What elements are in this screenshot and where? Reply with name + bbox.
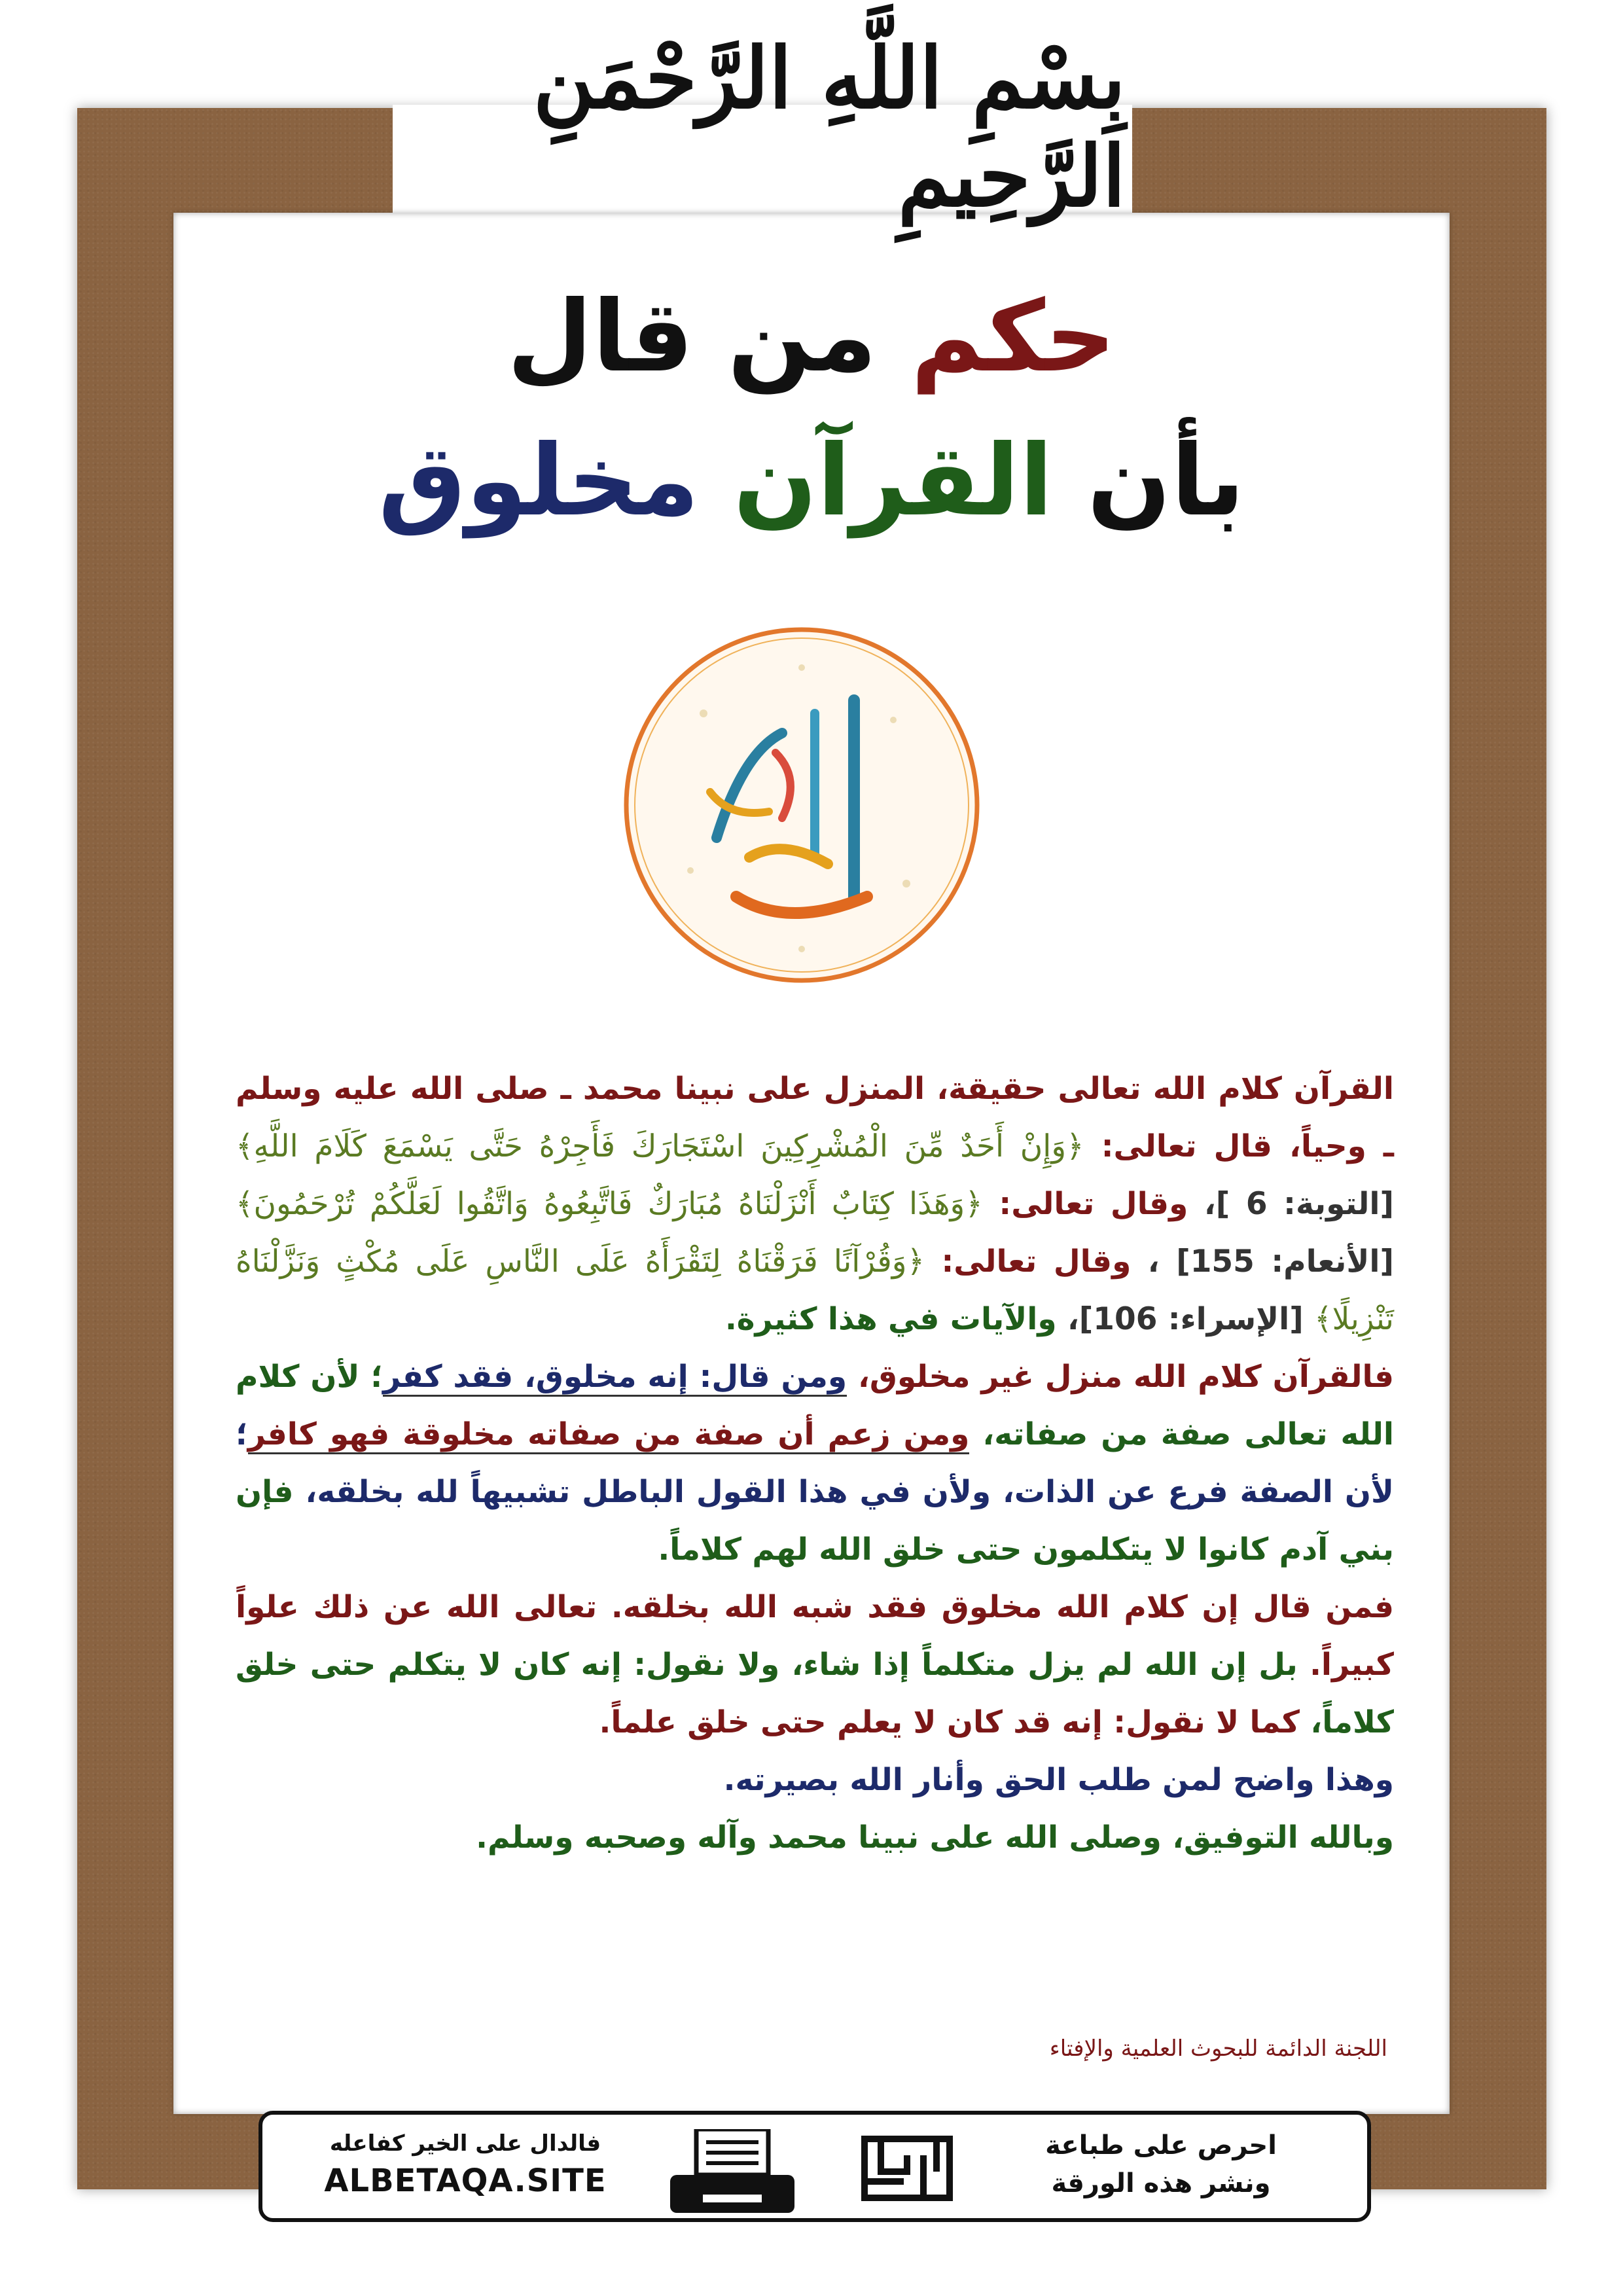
title-word-created: مخلوق (378, 424, 700, 538)
title-word-ruling: حكم (911, 280, 1116, 394)
paragraph-4: وهذا واضح لمن طلب الحق وأنار الله بصيرته. (723, 1762, 1394, 1798)
footer-website[interactable]: ALBETAQA.SITE (324, 2162, 607, 2199)
footer-print-note (1017, 2126, 1305, 2202)
p2-d: ومن زعم أن صفة من صفاته مخلوقة فهو كافر (248, 1416, 970, 1454)
p3-b: بل إن الله لم يزل متكلماً إذا شاء، ولا نقول: إنه كان لا يتكلم حتى خلق كلاماً، (236, 1647, 1394, 1740)
body-text (236, 1060, 1394, 1867)
footer-print-line-2: ونشر هذه الورقة (1051, 2168, 1271, 2198)
p3-c: كما لا نقول: إنه قد كان لا يعلم حتى خلق علماً. (599, 1704, 1300, 1740)
p1-conclusion: والآيات في هذا كثيرة. (724, 1301, 1057, 1337)
footer-proverb: فالدال على الخير كفاعله (329, 2130, 601, 2157)
footer-site (312, 2126, 619, 2201)
source-attribution: اللجنة الدائمة للبحوث العلمية والإفتاء (1049, 2036, 1387, 2062)
dawah-logo (842, 2123, 972, 2214)
p2-f: فإن بني آدم كانوا لا يتكلمون حتى خلق الله لهم كلاماً. (236, 1474, 1394, 1568)
p2-b: ومن قال: إنه مخلوق، فقد كفر (383, 1359, 847, 1397)
verse-tawbah: ﴿وَإِنْ أَحَدٌ مِّنَ الْمُشْرِكِينَ اسْتَجَارَكَ فَأَجِرْهُ حَتَّى يَسْمَعَ كَلَامَ اللَّهِ﴾ (236, 1128, 1084, 1164)
p1-said-3: وقال تعالى: (924, 1244, 1132, 1280)
paragraph-1 (236, 1060, 1394, 1348)
title-word-who-said: من قال (507, 280, 877, 394)
p2-e: ؛ لأن الصفة فرع عن الذات، ولأن في هذا القول الباطل تشبيهاً لله بخلقه، (236, 1416, 1394, 1510)
paragraph-5: وبالله التوفيق، وصلى الله على نبينا محمد وآله وصحبه وسلم. (476, 1820, 1394, 1856)
title-word-quran: القرآن (733, 424, 1054, 538)
basmala-calligraphy: بِسْمِ اللَّهِ الرَّحْمَنِ الرَّحِيمِ (533, 29, 1126, 226)
title-line-1 (229, 280, 1394, 394)
ref-tawbah: [التوبة: 6 ]، (1188, 1186, 1395, 1222)
ref-anam: [الأنعام: 155] ، (1131, 1244, 1394, 1280)
verse-anam: ﴿وَهَذَا كِتَابٌ أَنْزَلْنَاهُ مُبَارَكٌ فَاتَّبِعُوهُ وَاتَّقُوا لَعَلَّكُمْ تُرْحَمُونَ﴾ (236, 1186, 983, 1222)
ref-isra: [الإسراء: 106]، (1056, 1301, 1315, 1337)
footer-bar (259, 2111, 1371, 2222)
printer-icon (667, 2129, 798, 2214)
quran-emblem-icon (618, 622, 985, 988)
dawah-logo-icon (858, 2126, 956, 2211)
p1-intro: القرآن كلام الله تعالى حقيقة، المنزل على نبينا محمد ـ صلى الله عليه وسلم ـ وحياً، قال تعالى: (236, 1071, 1394, 1164)
p1-said-2: وقال تعالى: (982, 1186, 1188, 1222)
verse-isra: ﴿وَقُرْآنًا فَرَقْنَاهُ لِتَقْرَأَهُ عَلَى النَّاسِ عَلَى مُكْثٍ وَنَزَّلْنَاهُ تَنْزِيلًا﴾ (236, 1244, 1394, 1337)
title-line-2 (229, 424, 1394, 538)
paragraph-2 (236, 1348, 1394, 1579)
p2-a: فالقرآن كلام الله منزل غير مخلوق، (847, 1359, 1394, 1395)
title-word-that: بأن (1087, 424, 1245, 538)
paragraph-3 (236, 1579, 1394, 1751)
footer-print-line-1: احرص على طباعة (1045, 2130, 1277, 2161)
p2-c: ؛ لأن كلام الله تعالى صفة من صفاته، (236, 1359, 1394, 1452)
p3-a: فمن قال إن كلام الله مخلوق فقد شبه الله بخلقه. تعالى الله عن ذلك علواً كبيراً. (236, 1589, 1394, 1683)
